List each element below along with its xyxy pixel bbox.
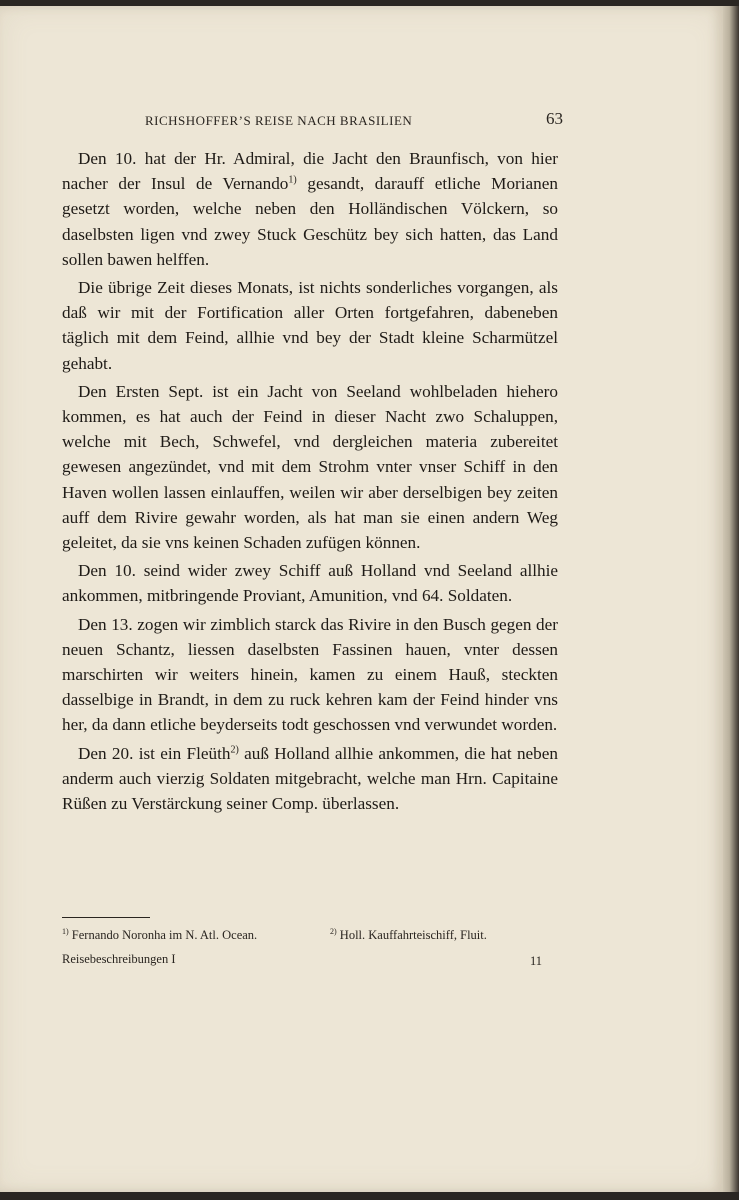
- paragraph: Den 13. zogen wir zimblich starck das Rivire in den Busch gegen der neuen Schantz, liessen daselbsten Fassinen hauen, vnter dessen marschirten wir weiters hinein, kamen zu einem Hauß, steckten dasselbige in Brandt, in dem zu ruck kehren kam der Feind hinder vns her, da dann etliche beyderseits todt geschossen vnd verwundet worden.: [62, 614, 558, 735]
- paragraph: [62, 741, 558, 817]
- paragraph: Den 10. seind wider zwey Schiff auß Holland vnd Seeland allhie ankommen, mitbringende Proviant, Amunition, vnd 64. Soldaten.: [62, 561, 558, 606]
- page-edge: [723, 6, 739, 1192]
- paragraph: Die übrige Zeit dieses Monats, ist nichts sonderliches vorgangen, als daß wir mit der Fortification aller Orten fortgefahren, dabeneben täglich mit dem Feind, allhie vnd bey der Stadt kleine Scharmützel gehabt.: [62, 278, 558, 373]
- footnote-1-mark: 1): [62, 927, 69, 936]
- page-header: [145, 109, 563, 133]
- page-number: 63: [546, 109, 563, 128]
- footnote-1: [62, 927, 257, 943]
- paragraph-text: Den 10. hat der Hr. Admiral, die Jacht den Braunfisch, von hier nacher der Insul de Vernando: [62, 149, 558, 194]
- paragraph: Den Ersten Sept. ist ein Jacht von Seeland wohlbeladen hiehero kommen, es hat auch der Feind in dieser Nacht zwo Schaluppen, welche mit Bech, Schwefel, vnd dergleichen materia zubereitet gewesen angezündet, vnd mit dem Strohm vnter vnser Schiff in den Haven wollen lassen einlauffen, weilen wir aber derselbigen bey zeiten auff dem Rivire gewahr worden, als hat man sie einen andern Weg geleitet, da sie vns keinen Schaden zufügen können.: [62, 381, 558, 553]
- paragraph: [62, 146, 558, 272]
- footnote-divider: [62, 917, 150, 918]
- printer-signature: [62, 952, 542, 967]
- paragraph-text: Den 20. ist ein Fleüth: [78, 743, 231, 763]
- footnote-mark: 1): [288, 174, 297, 186]
- body-text: [62, 146, 558, 819]
- footnotes: [62, 927, 554, 943]
- signature-label: Reisebeschreibungen I: [62, 952, 176, 966]
- footnote-2-text: Holl. Kauffahrteischiff, Fluit.: [339, 928, 487, 943]
- signature-number: 11: [529, 954, 542, 968]
- footnote-mark: 2): [230, 743, 239, 755]
- paragraph-text: auß Holland allhie ankommen, die hat neben anderm auch vierzig Soldaten mitgebracht, welche man Hrn. Capitaine Rüßen zu Verstärckung seiner Comp. überlassen.: [62, 743, 558, 814]
- book-page: [0, 6, 723, 1192]
- footnote-2: [330, 927, 487, 943]
- footnote-2-mark: 2): [330, 927, 337, 936]
- paragraph-text: gesandt, darauff etliche Morianen gesetzt worden, welche neben den Holländischen Völckern, so daselbsten ligen vnd zwey Stuck Geschütz bey sich hatten, das Land sollen bawen helffen.: [62, 174, 558, 269]
- running-title: RICHSHOFFER’S REISE NACH BRASILIEN: [145, 113, 413, 128]
- footnote-1-text: Fernando Noronha im N. Atl. Ocean.: [71, 928, 258, 943]
